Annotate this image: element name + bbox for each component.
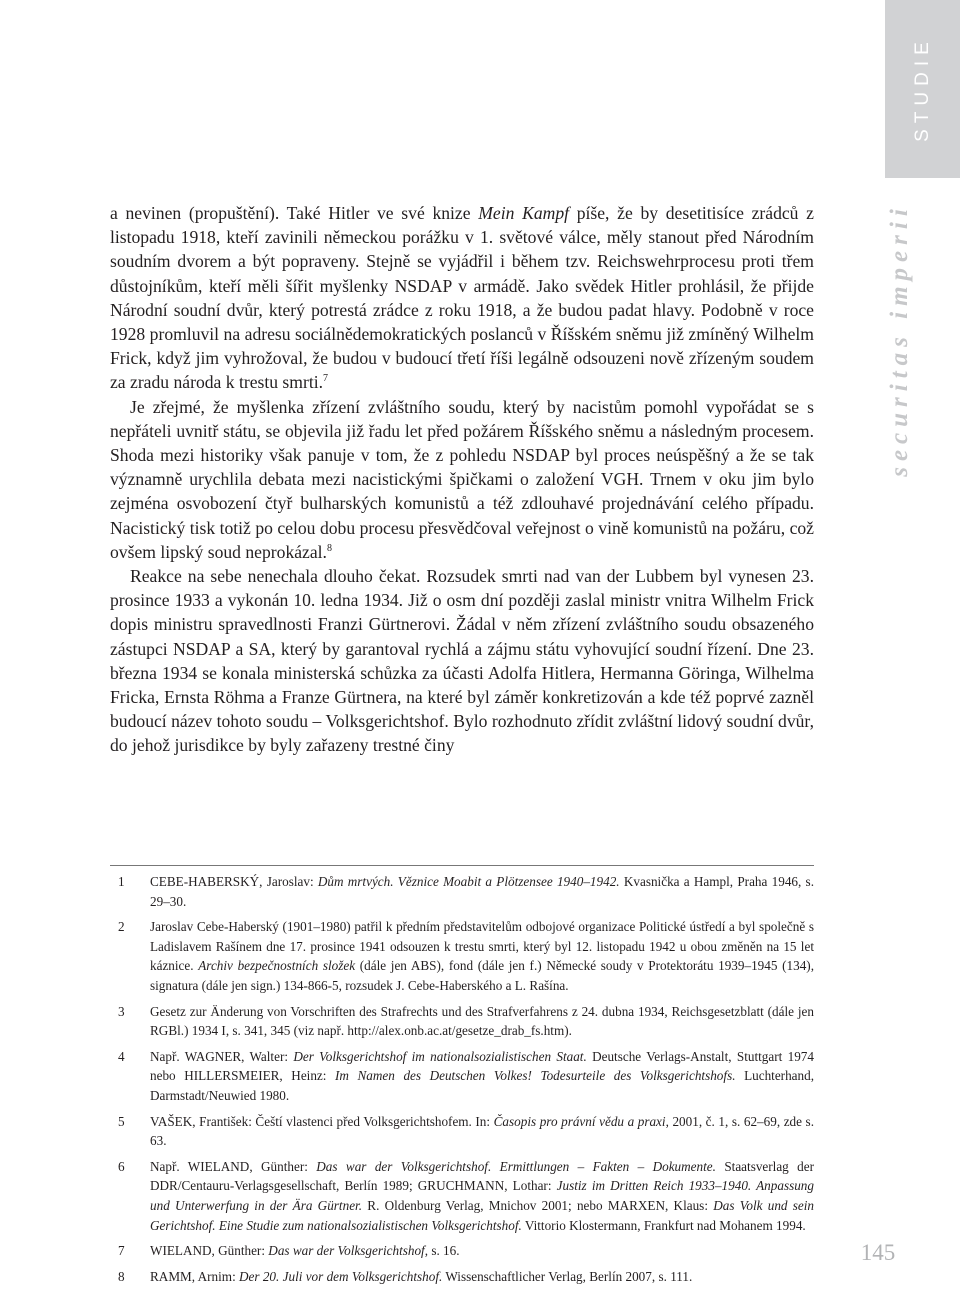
text-run: Wissenschaftlicher Verlag, Berlín 2007, s. 111. — [442, 1268, 693, 1284]
text-run: Např. WAGNER, Walter: — [150, 1048, 294, 1064]
footnote-number: 6 — [118, 1158, 125, 1174]
main-text — [110, 201, 814, 758]
text-run: CEBE-HABERSKÝ, Jaroslav: — [150, 874, 318, 889]
footnote — [110, 1267, 814, 1287]
paragraph — [110, 201, 814, 395]
footnote-text — [150, 872, 814, 911]
italic-text: Dům mrtvých. Věznice Moabit a Plötzensee 1940–1942. — [317, 874, 620, 889]
text-run: VAŠEK, František: Čeští vlastenci před Volksgerichtshofem. In: — [150, 1113, 494, 1129]
footnote — [110, 1047, 814, 1106]
footnote-number: 8 — [118, 1268, 125, 1284]
footnote-separator — [110, 865, 814, 866]
footnote-number: 7 — [118, 1243, 125, 1259]
text-run: Vittorio Klostermann, Frankfurt nad Mohanem 1994. — [521, 1217, 806, 1233]
footnotes — [110, 872, 814, 1292]
italic-text: Archiv bezpečnostních složek — [198, 958, 356, 974]
text-run: a nevinen (propuštění). Také Hitler ve své knize — [110, 203, 479, 223]
section-tab-label: STUDIE — [911, 36, 933, 142]
footnote — [110, 872, 814, 911]
italic-text: Das Volk und sein Gerichtshof. Eine Studie zum nationalsozialistischen Volksgerichtshof. — [150, 1197, 815, 1233]
footnote — [110, 1157, 814, 1235]
footnote — [110, 917, 814, 995]
section-tab — [885, 0, 960, 178]
text-run: píše, že by desetitisíce zrádců z listopadu 1918, kteří zavinili německou porážku v 1. světové válce, měly stanout před Národním soudním dvorem a být popraveny. Stejně se vyjádřil i během tzv. Reichswehrprocesu proti třem důstojníkům, kteří měli šířit myšlenky NSDAP v armádě. Jako svědek Hitler prohlásil, že přijde Národní soudní dvůr, který potrestá zrádce z roku 1918, a že budou padat hlavy. Podobně v roce 1928 promluvil na adresu sociálnědemokratických poslanců v Říšském sněmu již zmíněný Wilhelm Frick, když jim vyhrožoval, že budou v budoucí třetí říši legálně odsouzeni nově zřízeným soudem za zradu národa k trestu smrti. — [110, 203, 814, 393]
text-run: Staatsverlag der DDR/Centauru-Verlagsgesellschaft, Berlín 1989; GRUCHMANN, Lothar: — [150, 1158, 814, 1194]
text-run: WIELAND, Günther: — [150, 1243, 269, 1259]
footnote-number: 3 — [118, 1003, 125, 1019]
footnote-text — [150, 1267, 814, 1287]
text-run: Je zřejmé, že myšlenka zřízení zvláštního soudu, který by nacistům pomohl vypořádat se s nepřáteli uvnitř státu, se objevila již řadu let před požárem Říšského sněmu a následným procesem. Shoda mezi historiky však panuje v tom, že z pohledu NSDAP byl proces neúspěšný a že se tak významně urychlila debata mezi nacistickými špičkami o založení VGH. Trnem v oku jim bylo zejména osvobození čtyř bulharských komunistů a též zdlouhavé projednávání celého případu. Nacistický tisk totiž po celou dobu procesu přesvědčoval veřejnost o vině komunistů na požáru, což ovšem lipský soud neprokázal. — [110, 396, 814, 562]
footnote-text — [150, 1241, 814, 1261]
text-run: (dále jen ABS), fond (dále jen f.) Německé soudy v Protektorátu 1939–1945 (134), signatura (dále jen sign.) 134-866-5, rozsudek J. Cebe-Haberského a L. Rašína. — [150, 958, 814, 993]
text-run: Jaroslav Cebe-Haberský (1901–1980) patřil k předním představitelům odbojové organizace Politické ústředí a byl společně s Ladislavem Rašínem dne 17. prosince 1941 odsouzen k trestu smrti, který byl 12. listopadu 1942 u obou změněn na 15 let káznice. — [150, 919, 814, 974]
text-run: Gesetz zur Änderung von Vorschriften des Strafrechts und des Strafverfahrens z 24. dubna 1934, Reichsgesetzblatt (dále jen RGBl.) 1934 I, s. 341, 345 (viz např. http://alex.onb.ac.at/gesetze_drab_fs.htm). — [150, 1003, 814, 1039]
footnote-number: 1 — [118, 874, 125, 889]
paragraph — [110, 564, 814, 758]
text-run: Deutsche Verlags-Anstalt, Stuttgart 1974 nebo HILLERSMEIER, Heinz: — [150, 1048, 814, 1084]
text-run: Luchterhand, Darmstadt/Neuwied 1980. — [150, 1068, 815, 1103]
footnote-number: 4 — [118, 1048, 125, 1064]
footnote-text — [150, 1002, 814, 1041]
footnote-text — [150, 1047, 814, 1106]
footnote-reference: 8 — [326, 542, 332, 554]
italic-text: Justiz im Dritten Reich 1933–1940. Anpassung und Unterwerfung in der Ära Gürtner. — [150, 1178, 814, 1213]
italic-text: Das war der Volksgerichtshof. Ermittlungen – Fakten – Dokumente. — [316, 1158, 716, 1174]
text-run: R. Oldenburg Verlag, Mnichov 2001; nebo MARXEN, Klaus: — [362, 1197, 714, 1213]
footnote-number: 5 — [118, 1113, 125, 1129]
italic-text: Mein Kampf — [478, 203, 570, 223]
italic-text: Časopis pro právní vědu a praxi — [493, 1113, 666, 1129]
text-run: Reakce na sebe nenechala dlouho čekat. Rozsudek smrti nad van der Lubbem byl vynesen 23. prosince 1933 a vykonán 10. ledna 1934. Již o osm dní později zaslal ministr vnitra Wilhelm Frick dopis ministru spravedlnosti Franzi Gürtnerovi. Žádal v něm zřízení zvláštního soudu obsazeného zástupci NSDAP a SA, který by garantoval rychlá a zájmu státu vyhovující soudní řízení. Dne 23. března 1934 se konala ministerská schůzka za účasti Adolfa Hitlera, Hermanna Göringa, Wilhelma Fricka, Ernsta Röhma a Franze Gürtnera, na které byl záměr konkretizován a kde též poprvé zazněl budoucí název tohoto soudu – Volksgerichtshof. Bylo rozhodnuto zřídit zvláštní lidový soudní dvůr, do jehož jurisdikce by byly zařazeny trestné činy — [110, 566, 814, 756]
italic-text: Der Volksgerichtshof im nationalsozialistischen Staat. — [293, 1048, 587, 1064]
italic-text: Im Namen des Deutschen Volkes! Todesurteile des Volksgerichtshofs. — [335, 1068, 736, 1084]
text-run: , s. 16. — [424, 1243, 460, 1259]
footnote-number: 2 — [118, 919, 125, 935]
journal-name-label: securitas imperii — [886, 203, 914, 477]
text-run: Kvasnička a Hampl, Praha 1946, s. 29–30. — [150, 874, 814, 909]
page-number: 145 — [860, 1240, 896, 1265]
journal-name-vertical — [885, 190, 915, 490]
footnote — [110, 1241, 814, 1261]
italic-text: Der 20. Juli vor dem Volksgerichtshof. — [239, 1268, 443, 1284]
paragraph — [110, 395, 814, 564]
footnote-text — [150, 1112, 814, 1151]
footnote-text — [150, 917, 814, 995]
text-run: Např. WIELAND, Günther: — [150, 1158, 317, 1174]
text-run: RAMM, Arnim: — [150, 1268, 240, 1284]
text-run: , 2001, č. 1, s. 62–69, zde s. 63. — [150, 1113, 814, 1149]
footnote — [110, 1112, 814, 1151]
footnote-reference: 7 — [323, 373, 328, 385]
italic-text: Das war der Volksgerichtshof — [268, 1243, 425, 1259]
footnote-text — [150, 1157, 814, 1235]
footnote — [110, 1002, 814, 1041]
